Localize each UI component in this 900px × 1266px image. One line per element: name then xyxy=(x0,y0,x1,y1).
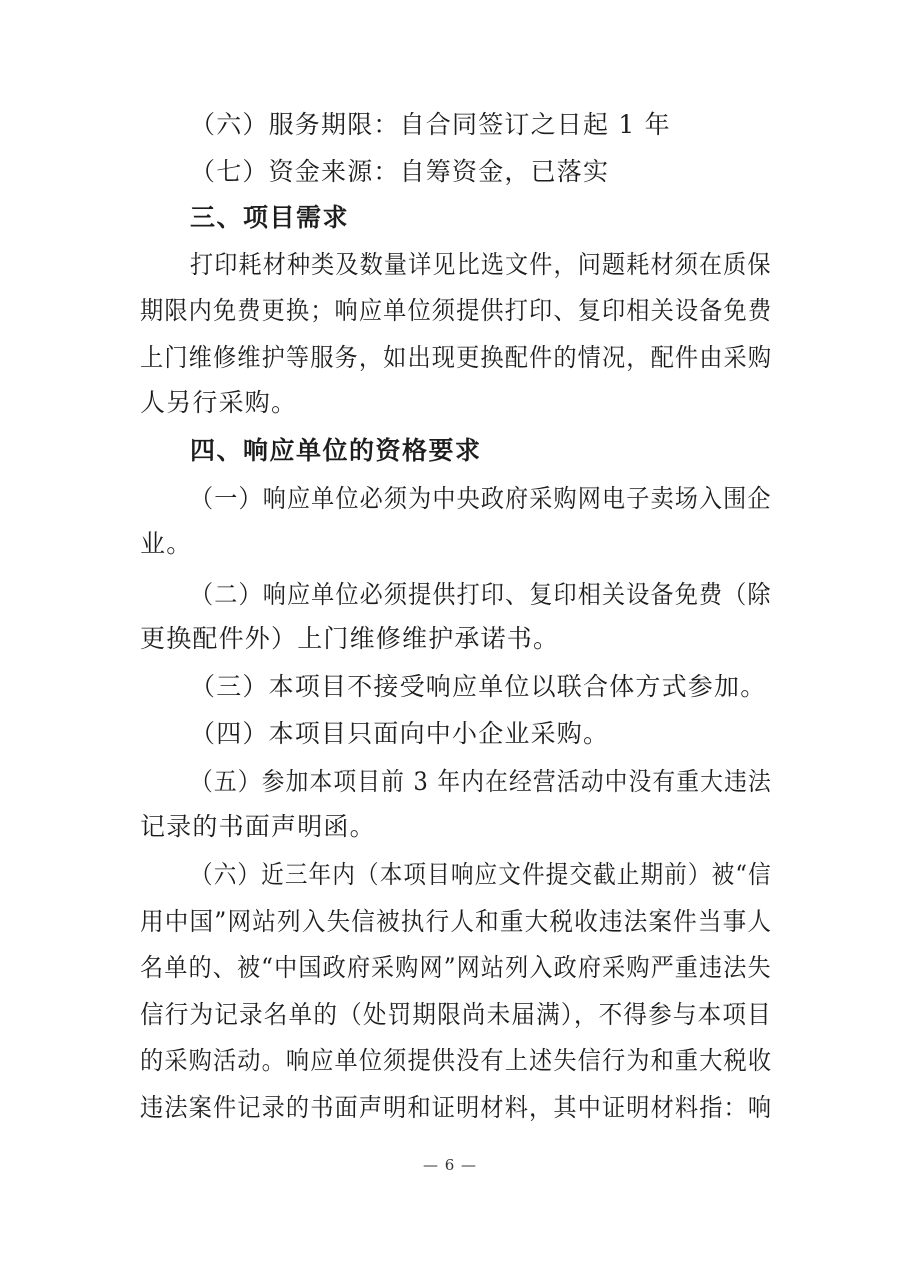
text-line: （七）资金来源：自筹资金，已落实 xyxy=(190,157,610,186)
section-heading: 四、响应单位的资格要求 xyxy=(190,436,482,465)
text-line: 记录的书面声明函。 xyxy=(140,812,376,841)
text-line: （三）本项目不接受响应单位以联合体方式参加。 xyxy=(190,672,767,701)
section-heading: 三、项目需求 xyxy=(190,203,350,232)
text-line: 名单的、被“中国政府采购网”网站列入政府采购严重违法失 xyxy=(140,953,772,982)
text-line: 上门维修维护等服务，如出现更换配件的情况，配件由采购 xyxy=(140,343,773,372)
text-line: （一）响应单位必须为中央政府采购网电子卖场入围企 xyxy=(190,484,772,513)
text-line: （二）响应单位必须提供打印、复印相关设备免费（除 xyxy=(190,580,772,609)
text-line: 的采购活动。响应单位须提供没有上述失信行为和重大税收 xyxy=(140,1046,773,1075)
text-line: 违法案件记录的书面声明和证明材料，其中证明材料指：响 xyxy=(140,1093,773,1122)
text-line: 业。 xyxy=(140,529,193,558)
text-line: 人另行采购。 xyxy=(140,388,298,417)
text-line: （六）服务期限：自合同签订之日起 1 年 xyxy=(190,110,671,139)
text-line: 用中国”网站列入失信被执行人和重大税收违法案件当事人 xyxy=(140,907,773,936)
page-number: — 6 — xyxy=(422,1156,478,1174)
text-line: （四）本项目只面向中小企业采购。 xyxy=(190,719,610,748)
text-line: （六）近三年内（本项目响应文件提交截止期前）被“信 xyxy=(190,860,772,889)
text-line: 期限内免费更换；响应单位须提供打印、复印相关设备免费 xyxy=(140,296,773,325)
text-line: 打印耗材种类及数量详见比选文件，问题耗材须在质保 xyxy=(190,250,772,279)
text-line: （五）参加本项目前 3 年内在经营活动中没有重大违法 xyxy=(190,767,772,796)
text-line: 更换配件外）上门维修维护承诺书。 xyxy=(140,624,560,653)
text-line: 信行为记录名单的（处罚期限尚未届满），不得参与本项目 xyxy=(140,1000,772,1029)
